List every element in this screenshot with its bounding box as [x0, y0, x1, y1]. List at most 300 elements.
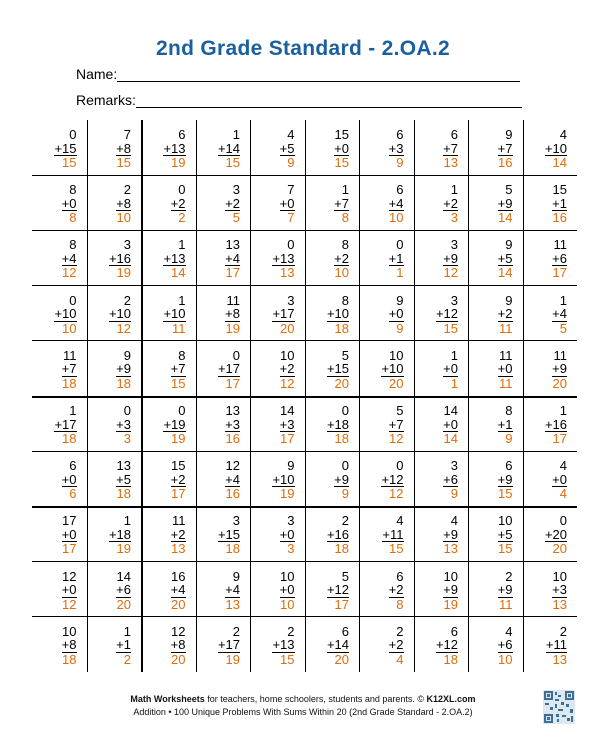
- addition-problem: [62, 238, 77, 280]
- addition-problem: [109, 514, 131, 556]
- answer: 2: [123, 651, 131, 667]
- addend-bottom: +5: [497, 526, 513, 542]
- addend-top: 9: [505, 127, 513, 142]
- addend-bottom: +10: [272, 471, 295, 487]
- addition-problem: [443, 514, 458, 556]
- addition-problem: [116, 625, 131, 667]
- addend-bottom: +17: [217, 637, 240, 653]
- answer: 17: [552, 431, 567, 446]
- problem-cell: [414, 341, 469, 396]
- problem-cell: [468, 617, 523, 672]
- addend-bottom: +0: [443, 416, 458, 432]
- addend-bottom: +2: [334, 250, 349, 266]
- addend-top: 7: [123, 127, 131, 142]
- addend-top: 5: [341, 568, 349, 584]
- addition-problem: [280, 404, 295, 446]
- addend-bottom: +15: [54, 140, 77, 156]
- problem-cell: [87, 451, 142, 506]
- answer: 14: [443, 431, 458, 446]
- addend-top: 1: [178, 292, 186, 308]
- addend-bottom: +11: [545, 637, 567, 653]
- addend-bottom: +6: [116, 582, 131, 598]
- answer: 17: [171, 486, 186, 502]
- addend-top: 0: [559, 513, 567, 529]
- addend-bottom: +10: [163, 306, 186, 322]
- answer: 18: [116, 486, 131, 502]
- addition-problem: [443, 128, 458, 170]
- addition-problem: [280, 514, 295, 556]
- problem-cell: [250, 451, 305, 506]
- problem-cell: [359, 341, 414, 396]
- problem-cell: [359, 396, 414, 451]
- addend-top: 1: [559, 292, 567, 308]
- addend-top: 15: [171, 458, 186, 474]
- answer: 9: [396, 155, 404, 170]
- answer: 17: [225, 265, 240, 281]
- addend-bottom: +10: [54, 306, 77, 322]
- answer: 1: [450, 375, 458, 391]
- problem-cell: [468, 175, 523, 230]
- answer: 19: [280, 486, 295, 502]
- remarks-label: Remarks:: [76, 92, 136, 108]
- addend-bottom: +17: [272, 306, 295, 322]
- addition-problem: [54, 294, 76, 336]
- problem-cell: [250, 175, 305, 230]
- addend-top: 9: [505, 292, 513, 308]
- addend-top: 11: [499, 347, 513, 363]
- row-divider: [32, 340, 577, 341]
- problem-cell: [523, 230, 578, 285]
- addition-problem: [225, 459, 240, 501]
- addend-bottom: +13: [272, 250, 295, 266]
- addition-problem: [552, 238, 567, 280]
- addend-bottom: +17: [217, 361, 240, 377]
- answer: 11: [499, 375, 513, 391]
- answer: 9: [450, 486, 458, 502]
- problem-cell: [250, 120, 305, 175]
- addend-top: 2: [287, 623, 295, 639]
- addend-bottom: +16: [108, 250, 131, 266]
- answer: 14: [498, 265, 513, 281]
- addition-problem: [498, 238, 513, 280]
- addition-problem: [171, 349, 186, 391]
- addend-bottom: +9: [334, 471, 349, 487]
- addend-bottom: +2: [388, 582, 404, 598]
- addend-bottom: +9: [552, 361, 567, 377]
- addend-bottom: +0: [552, 471, 567, 487]
- addend-bottom: +12: [381, 471, 404, 487]
- addend-bottom: +10: [381, 361, 404, 377]
- answer: 15: [498, 486, 513, 502]
- answer: 17: [225, 375, 240, 391]
- addend-bottom: +2: [170, 526, 186, 542]
- answer: 10: [334, 265, 349, 281]
- addend-top: 9: [505, 237, 513, 253]
- problem-cell: [141, 562, 196, 617]
- answer: 18: [116, 375, 131, 391]
- addition-problem: [218, 128, 240, 170]
- row-divider: [32, 616, 577, 617]
- answer: 10: [62, 320, 77, 336]
- addend-bottom: +4: [552, 306, 567, 322]
- addend-top: 10: [498, 513, 513, 529]
- addend-bottom: +1: [552, 195, 567, 211]
- addend-bottom: +6: [552, 250, 567, 266]
- answer: 12: [280, 375, 295, 391]
- answer: 9: [396, 320, 404, 336]
- problem-cell: [523, 286, 578, 341]
- remarks-field[interactable]: [76, 92, 522, 108]
- problem-cell: [196, 341, 251, 396]
- answer: 10: [389, 210, 404, 226]
- answer: 6: [69, 486, 77, 502]
- addend-bottom: +0: [388, 306, 404, 322]
- problem-cell: [468, 230, 523, 285]
- addition-problem: [382, 514, 403, 556]
- answer: 15: [334, 155, 349, 170]
- addend-top: 9: [287, 458, 295, 474]
- addend-top: 1: [450, 347, 458, 363]
- problem-cell: [32, 562, 87, 617]
- footer-site[interactable]: K12XL.com: [426, 694, 476, 704]
- addend-top: 6: [505, 458, 513, 474]
- addend-bottom: +0: [497, 361, 513, 377]
- addend-top: 8: [69, 237, 77, 253]
- problem-cell: [250, 506, 305, 561]
- problem-cell: [468, 506, 523, 561]
- addition-problem: [62, 570, 77, 612]
- answer: 16: [498, 155, 513, 170]
- problem-cell: [468, 396, 523, 451]
- problem-cell: [523, 120, 578, 175]
- addend-top: 10: [552, 568, 567, 584]
- addend-bottom: +2: [443, 195, 458, 211]
- addend-bottom: +18: [108, 526, 131, 542]
- addend-top: 1: [178, 237, 186, 253]
- addend-bottom: +7: [443, 140, 458, 156]
- answer: 2: [178, 210, 186, 226]
- answer: 9: [505, 431, 513, 446]
- answer: 4: [559, 486, 567, 502]
- answer: 14: [498, 210, 513, 226]
- answer: 15: [280, 651, 295, 667]
- addition-problem: [327, 625, 349, 667]
- addend-bottom: +6: [497, 637, 513, 653]
- addend-top: 17: [62, 513, 77, 529]
- problem-cell: [32, 396, 87, 451]
- addend-top: 9: [396, 292, 404, 308]
- addend-top: 10: [62, 623, 77, 639]
- addend-bottom: +10: [108, 306, 131, 322]
- problem-cell: [32, 617, 87, 672]
- addition-problem: [389, 625, 404, 667]
- addition-problem: [381, 459, 403, 501]
- problem-cell: [468, 451, 523, 506]
- answer: 12: [62, 265, 77, 281]
- addend-top: 6: [396, 127, 404, 142]
- answer: 20: [171, 651, 186, 667]
- addend-top: 11: [553, 347, 567, 363]
- addend-top: 10: [280, 568, 295, 584]
- addend-top: 3: [232, 182, 240, 198]
- addend-top: 1: [341, 182, 349, 198]
- addend-bottom: +0: [61, 526, 77, 542]
- addend-top: 5: [396, 403, 404, 418]
- row-divider: [32, 561, 577, 562]
- addition-problem: [389, 404, 404, 446]
- addend-bottom: +19: [163, 416, 186, 432]
- problem-cell: [87, 396, 142, 451]
- addend-top: 14: [443, 403, 458, 418]
- remarks-line[interactable]: [136, 93, 522, 108]
- addition-problem: [225, 404, 240, 446]
- addend-bottom: +2: [225, 195, 240, 211]
- addend-bottom: +4: [225, 471, 240, 487]
- addend-bottom: +13: [272, 637, 295, 653]
- addend-bottom: +3: [279, 416, 295, 432]
- problem-cell: [414, 175, 469, 230]
- problem-cell: [87, 617, 142, 672]
- addend-top: 13: [225, 403, 240, 418]
- problem-cell: [468, 562, 523, 617]
- answer: 13: [552, 596, 567, 612]
- addend-top: 12: [225, 458, 240, 474]
- addition-problem: [62, 514, 77, 556]
- problem-cell: [196, 617, 251, 672]
- addend-top: 8: [178, 347, 186, 363]
- answer: 19: [116, 265, 131, 281]
- addend-bottom: +7: [497, 140, 513, 156]
- answer: 10: [116, 210, 131, 226]
- row-divider: [32, 230, 577, 231]
- answer: 18: [334, 541, 349, 557]
- addend-bottom: +17: [54, 416, 77, 432]
- answer: 20: [280, 320, 295, 336]
- addend-top: 0: [396, 458, 404, 474]
- problem-cell: [414, 396, 469, 451]
- addend-top: 10: [443, 568, 458, 584]
- addend-bottom: +7: [170, 361, 186, 377]
- problem-cell: [305, 562, 360, 617]
- addend-bottom: +2: [170, 471, 186, 487]
- addition-problem: [436, 294, 458, 336]
- addition-problem: [218, 625, 240, 667]
- answer: 17: [62, 541, 77, 557]
- addend-top: 0: [178, 403, 186, 418]
- problem-cell: [196, 396, 251, 451]
- footer-brand: Math Worksheets: [130, 694, 205, 704]
- addend-bottom: +7: [388, 416, 404, 432]
- problem-cell: [414, 617, 469, 672]
- addition-problem: [552, 459, 567, 501]
- problem-cell: [32, 286, 87, 341]
- addend-bottom: +0: [61, 195, 77, 211]
- addend-bottom: +14: [326, 637, 349, 653]
- addend-top: 11: [226, 292, 240, 308]
- problem-cell: [141, 175, 196, 230]
- addend-bottom: +3: [552, 582, 567, 598]
- addend-top: 13: [225, 237, 240, 253]
- problem-cell: [414, 286, 469, 341]
- footer: [0, 693, 606, 719]
- problem-cell: [250, 396, 305, 451]
- addend-top: 9: [123, 347, 131, 363]
- addend-bottom: +15: [217, 526, 240, 542]
- problem-cell: [141, 286, 196, 341]
- addend-top: 3: [450, 237, 458, 253]
- addition-problem: [498, 625, 513, 667]
- addition-problem: [443, 404, 458, 446]
- problem-cell: [87, 120, 142, 175]
- addend-bottom: +4: [388, 195, 404, 211]
- answer: 5: [232, 210, 240, 226]
- addend-top: 0: [287, 237, 295, 253]
- addend-bottom: +12: [435, 637, 458, 653]
- name-label: Name:: [76, 66, 118, 82]
- problem-cell: [250, 617, 305, 672]
- name-field[interactable]: [76, 66, 520, 82]
- addition-problem: [272, 238, 294, 280]
- addend-bottom: +9: [497, 471, 513, 487]
- addend-bottom: +3: [225, 416, 240, 432]
- addend-bottom: +8: [170, 637, 186, 653]
- addend-bottom: +12: [326, 582, 349, 598]
- addend-bottom: +4: [61, 250, 77, 266]
- addition-problem: [218, 349, 240, 391]
- problem-cell: [414, 562, 469, 617]
- problem-cell: [305, 120, 360, 175]
- addend-top: 1: [450, 182, 458, 198]
- footer-line-1: [0, 693, 606, 706]
- addition-problem: [225, 294, 240, 336]
- addend-top: 4: [559, 458, 567, 474]
- addition-problem: [552, 183, 567, 225]
- answer: 20: [116, 596, 131, 612]
- problem-cell: [523, 175, 578, 230]
- addend-bottom: +2: [388, 637, 404, 653]
- row-divider: [32, 396, 577, 398]
- answer: 17: [552, 265, 567, 281]
- addend-top: 1: [123, 513, 131, 529]
- problem-cell: [87, 230, 142, 285]
- addend-bottom: +12: [435, 306, 458, 322]
- addend-bottom: +5: [279, 140, 295, 156]
- addend-top: 8: [505, 403, 513, 418]
- addition-problem: [62, 459, 77, 501]
- problem-cell: [32, 175, 87, 230]
- addend-top: 16: [171, 568, 186, 584]
- addend-top: 2: [559, 623, 567, 639]
- answer: 3: [287, 541, 295, 557]
- qr-code-icon[interactable]: [543, 690, 575, 724]
- addend-bottom: +8: [116, 195, 131, 211]
- answer: 4: [396, 651, 404, 667]
- addend-top: 3: [232, 513, 240, 529]
- addend-top: 10: [280, 347, 295, 363]
- answer: 8: [341, 210, 349, 226]
- addition-problem: [272, 294, 294, 336]
- answer: 11: [499, 320, 513, 336]
- answer: 12: [116, 320, 131, 336]
- answer: 16: [225, 486, 240, 502]
- problem-cell: [141, 506, 196, 561]
- addend-bottom: +1: [388, 250, 404, 266]
- addend-bottom: +9: [497, 582, 513, 598]
- name-line[interactable]: [117, 67, 520, 82]
- addend-top: 2: [123, 292, 131, 308]
- problem-cell: [359, 175, 414, 230]
- answer: 16: [552, 210, 567, 226]
- addition-problem: [498, 570, 513, 612]
- problem-cell: [523, 451, 578, 506]
- addend-bottom: +9: [116, 361, 131, 377]
- addition-problem: [62, 183, 77, 225]
- answer: 10: [498, 651, 513, 667]
- answer: 19: [225, 320, 240, 336]
- addition-problem: [546, 625, 567, 667]
- addition-problem: [545, 514, 567, 556]
- addition-problem: [163, 128, 185, 170]
- problem-cell: [32, 120, 87, 175]
- addend-top: 3: [450, 292, 458, 308]
- answer: 7: [287, 210, 295, 226]
- addend-top: 4: [450, 513, 458, 529]
- addend-top: 7: [287, 182, 295, 198]
- addend-bottom: +0: [443, 361, 458, 377]
- answer: 9: [341, 486, 349, 502]
- problem-cell: [523, 617, 578, 672]
- addition-problem: [443, 238, 458, 280]
- problem-cell: [196, 562, 251, 617]
- answer: 5: [559, 320, 567, 336]
- answer: 15: [389, 541, 404, 557]
- page-title: 2nd Grade Standard - 2.OA.2: [156, 37, 450, 60]
- answer: 20: [552, 375, 567, 391]
- answer: 13: [171, 541, 186, 557]
- answer: 18: [334, 431, 349, 446]
- addend-bottom: +14: [217, 140, 240, 156]
- addition-problem: [225, 570, 240, 612]
- addend-bottom: +11: [382, 526, 404, 542]
- addend-top: 8: [341, 237, 349, 253]
- addition-problem: [225, 183, 240, 225]
- row-divider: [32, 285, 577, 286]
- problem-cell: [359, 506, 414, 561]
- footer-line-2: Addition • 100 Unique Problems With Sums Within 20 (2nd Grade Standard - 2.OA.2): [133, 707, 473, 717]
- addend-bottom: +9: [497, 195, 513, 211]
- addend-top: 2: [505, 568, 513, 584]
- answer: 18: [443, 651, 458, 667]
- addition-problem: [545, 404, 567, 446]
- answer: 16: [225, 431, 240, 446]
- addend-bottom: +2: [497, 306, 513, 322]
- addition-problem: [552, 570, 567, 612]
- addend-bottom: +0: [61, 582, 77, 598]
- problem-cell: [305, 230, 360, 285]
- answer: 9: [287, 155, 295, 170]
- addition-problem: [327, 570, 349, 612]
- answer: 18: [62, 375, 77, 391]
- problem-cell: [359, 617, 414, 672]
- answer: 12: [389, 431, 404, 446]
- addend-top: 6: [69, 458, 77, 474]
- addend-top: 4: [505, 623, 513, 639]
- answer: 10: [280, 596, 295, 612]
- addend-bottom: +7: [334, 195, 349, 211]
- problem-cell: [141, 617, 196, 672]
- addend-top: 2: [341, 513, 349, 529]
- addition-problem: [163, 238, 185, 280]
